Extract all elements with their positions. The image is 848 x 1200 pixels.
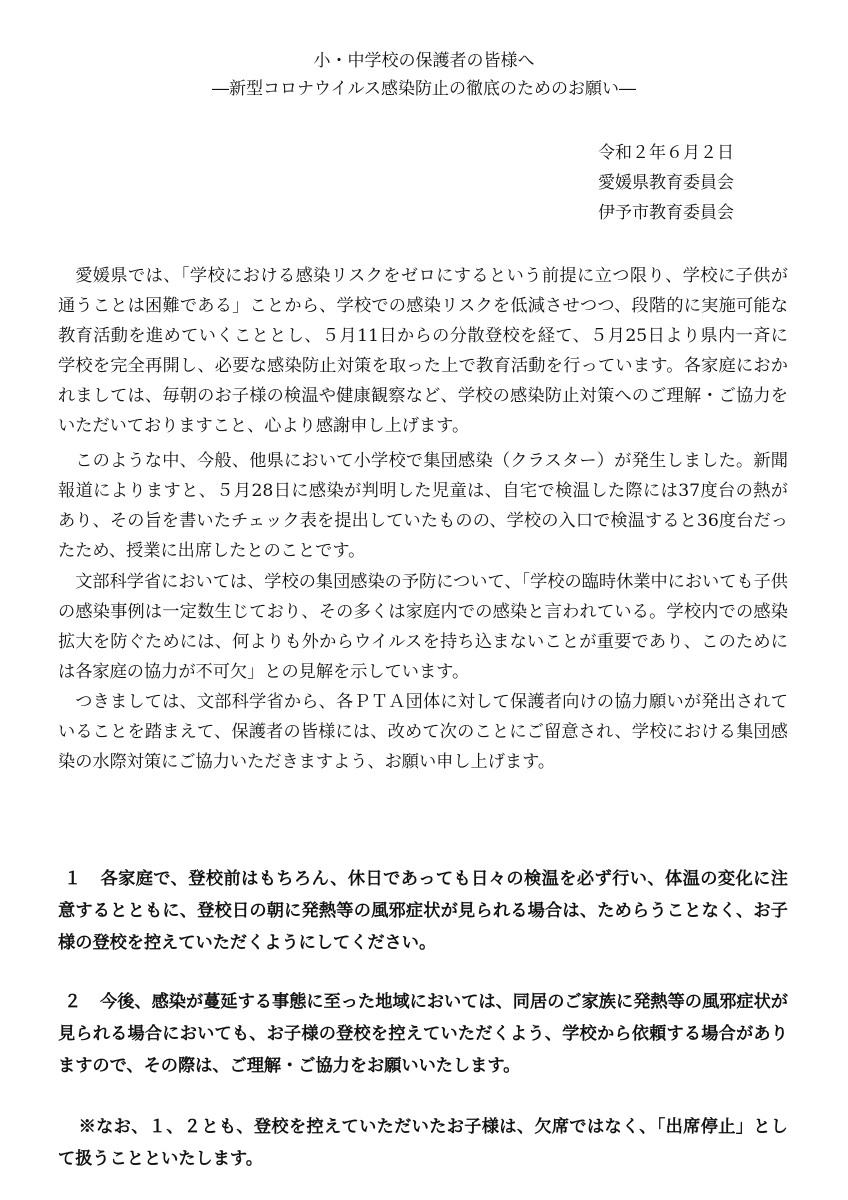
issue-date: 令和２年６月２日 bbox=[598, 143, 734, 163]
request-item-1 bbox=[58, 863, 788, 959]
document-subtitle: ―新型コロナウイルス感染防止の徹底のためのお願い― bbox=[212, 79, 636, 99]
paragraph-3: 文部科学省においては、学校の集団感染の予防について、「学校の臨時休業中においても子供の感染事例は一定数生じており、その多くは家庭内での感染と言われている。学校内での感染拡大を防ぐためには、何よりも外からウイルスを持ち込まないことが重要であり、このためには各家庭の協力が不可欠」との見解を示しています。 bbox=[58, 572, 788, 682]
issuer-city-board: 伊予市教育委員会 bbox=[598, 203, 734, 223]
note bbox=[58, 1111, 788, 1175]
item-text: 今後、感染が蔓延する事態に至った地域においては、同居のご家族に発熱等の風邪症状が見られる場合においても、お子様の登校を控えていただくよう、学校から依頼する場合がありますので、その際は、ご理解・ご協力をお願いいたします。 bbox=[58, 992, 788, 1076]
request-item-2 bbox=[58, 986, 788, 1082]
document-title: 小・中学校の保護者の皆様へ bbox=[313, 51, 535, 71]
item-number: ２ bbox=[64, 992, 82, 1012]
item-text: 各家庭で、登校前はもちろん、休日であっても日々の検温を必ず行い、体温の変化に注意するとともに、登校日の朝に発熱等の風邪症状が見られる場合は、ためらうことなく、お子様の登校を控えていただくようにしてください。 bbox=[58, 869, 788, 953]
paragraph-1: 愛媛県では、「学校における感染リスクをゼロにするという前提に立つ限り、学校に子供が通うことは困難である」ことから、学校での感染リスクを低減させつつ、段階的に実施可能な教育活動を進めていくこととし、５月11日からの分散登校を経て、５月25日より県内一斉に学校を完全再開し、必要な感染防止対策を取った上で教育活動を行っています。各家庭におかれましては、毎朝のお子様の検温や健康観察など、学校の感染防止対策へのご理解・ご協力をいただいておりますこと、心より感謝申し上げます。 bbox=[58, 266, 788, 436]
paragraph-2: このような中、今般、他県において小学校で集団感染（クラスター）が発生しました。新聞報道によりますと、５月28日に感染が判明した児童は、自宅で検温した際には37度台の熱があり、その旨を書いたチェック表を提出していたものの、学校の入口で検温すると36度台だったため、授業に出席したとのことです。 bbox=[58, 451, 788, 561]
note-text: ※なお、１、２とも、登校を控えていただいたお子様は、欠席ではなく、「出席停止」として扱うことといたします。 bbox=[58, 1117, 788, 1169]
issuer-prefecture-board: 愛媛県教育委員会 bbox=[598, 173, 734, 193]
item-number: １ bbox=[64, 869, 82, 889]
paragraph-4: つきましては、文部科学省から、各ＰＴＡ団体に対して保護者向けの協力願いが発出されていることを踏まえて、保護者の皆様には、改めて次のことにご留意され、学校における集団感染の水際対策にご協力いただきますよう、お願い申し上げます。 bbox=[58, 692, 788, 772]
body-text bbox=[58, 261, 788, 777]
